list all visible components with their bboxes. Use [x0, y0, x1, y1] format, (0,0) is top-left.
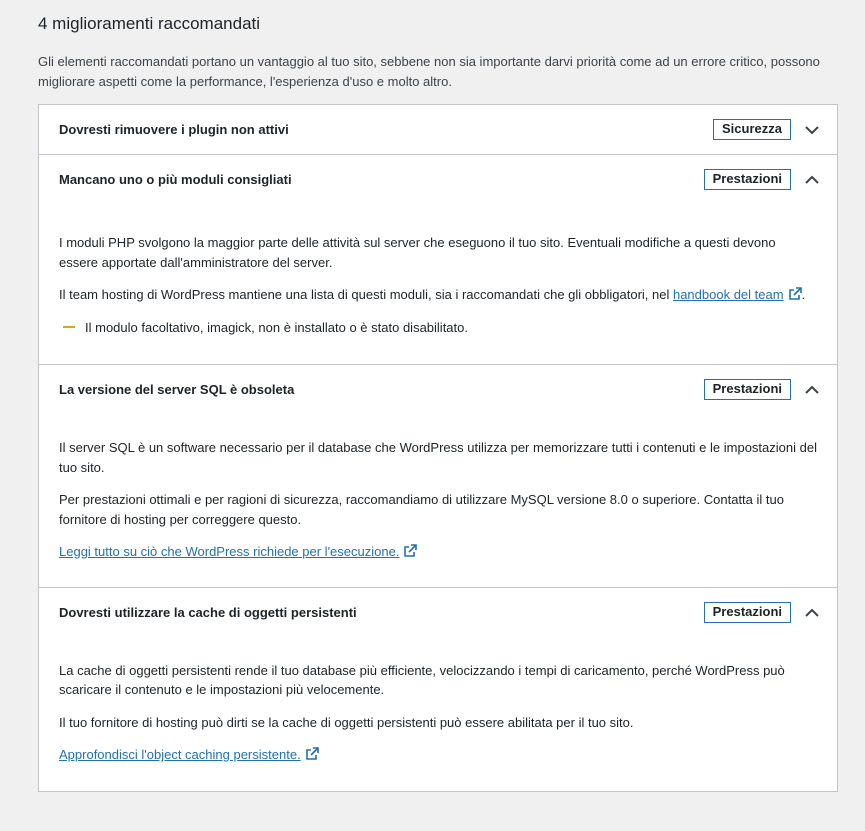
- category-badge: Prestazioni: [704, 169, 791, 190]
- accordion-title: La versione del server SQL è obsoleta: [59, 382, 295, 397]
- external-link-icon: [788, 287, 802, 301]
- chevron-up-icon: [803, 604, 821, 622]
- accordion-trigger-inactive-plugins[interactable]: [39, 105, 837, 154]
- accordion-item-object-cache: [39, 587, 837, 791]
- paragraph-suffix: .: [801, 287, 806, 302]
- section-title: 4 miglioramenti raccomandati: [38, 14, 261, 33]
- chevron-down-icon: [803, 121, 821, 139]
- requirements-link[interactable]: [59, 544, 417, 559]
- accordion-item-inactive-plugins: [39, 105, 837, 154]
- accordion-title: Dovresti utilizzare la cache di oggetti persistenti: [59, 604, 357, 620]
- chevron-up-icon: [803, 171, 821, 189]
- warning-icon: [63, 326, 75, 328]
- accordion-title: Dovresti rimuovere i plugin non attivi: [59, 122, 289, 137]
- section-description: Gli elementi raccomandati portano un vantaggio al tuo sito, sebbene non sia importante darvi priorità come ad un errore critico, possono migliorare aspetti come la performance, l'esperienza d'uso e molto altro.: [38, 54, 820, 89]
- external-link-icon: [403, 544, 417, 558]
- accordion-panel-php-modules: [39, 204, 837, 364]
- panel-paragraph: Il server SQL è un software necessario per il database che WordPress utilizza per memorizzare tutti i contenuti e le impostazioni del tuo sito.: [59, 440, 817, 475]
- panel-paragraph: La cache di oggetti persistenti rende il tuo database più efficiente, velocizzando i tempi di caricamento, perché WordPress può scaricare il contenuto e le impostazioni più velocemente.: [59, 662, 785, 697]
- handbook-link[interactable]: [673, 287, 802, 302]
- category-badge: Prestazioni: [704, 379, 791, 400]
- link-text: Approfondisci l'object caching persistente.: [59, 747, 301, 762]
- link-text: handbook del team: [672, 287, 784, 302]
- panel-paragraph: [59, 542, 817, 562]
- paragraph-text: Il team hosting di WordPress mantiene una lista di questi moduli, sia i raccomandati che gli obbligatori, nel: [59, 287, 673, 302]
- accordion-item-sql-server: [39, 364, 837, 587]
- accordion-panel-object-cache: [39, 637, 837, 791]
- object-caching-link[interactable]: [59, 747, 319, 762]
- category-badge: Sicurezza: [713, 119, 791, 140]
- accordion-item-php-modules: [39, 154, 837, 364]
- link-text: Leggi tutto su ciò che WordPress richiede per l'esecuzione.: [59, 544, 400, 559]
- warning-row: [59, 318, 817, 338]
- accordion-panel-sql-server: [39, 414, 837, 587]
- panel-paragraph: I moduli PHP svolgono la maggior parte delle attività sul server che eseguono il tuo sito. Eventuali modifiche a questi devono essere apportate dall'amministratore del server.: [59, 235, 776, 270]
- accordion-trigger-sql-server[interactable]: [39, 365, 837, 414]
- warning-text: Il modulo facoltativo, imagick, non è installato o è stato disabilitato.: [85, 319, 468, 335]
- panel-paragraph: Il tuo fornitore di hosting può dirti se la cache di oggetti persistenti può essere abilitata per il tuo sito.: [59, 714, 634, 730]
- panel-paragraph: [59, 745, 817, 765]
- accordion-trigger-php-modules[interactable]: [39, 155, 837, 204]
- panel-paragraph: Per prestazioni ottimali e per ragioni di sicurezza, raccomandiamo di utilizzare MySQL versione 8.0 o superiore. Contatta il tuo fornitore di hosting per correggere questo.: [59, 492, 784, 527]
- chevron-up-icon: [803, 381, 821, 399]
- category-badge: Prestazioni: [704, 602, 791, 623]
- accordion-title: Mancano uno o più moduli consigliati: [59, 172, 292, 187]
- accordion-trigger-object-cache[interactable]: [39, 588, 837, 637]
- recommendations-accordion: [38, 104, 838, 792]
- external-link-icon: [305, 747, 319, 761]
- panel-paragraph: [59, 285, 817, 305]
